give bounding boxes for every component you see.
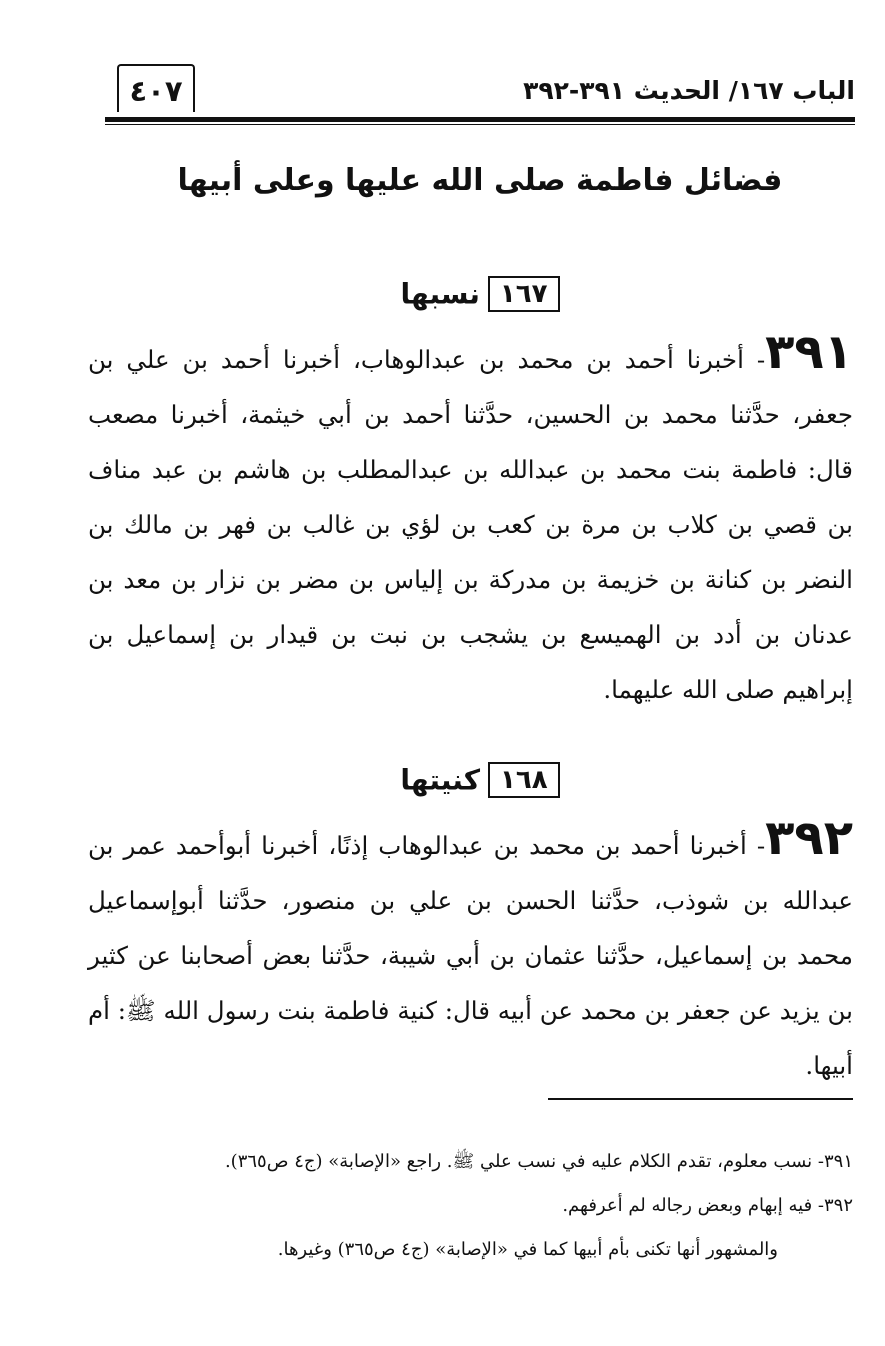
hadith-paragraph — [88, 810, 853, 1093]
hadith-text: - أخبرنا أحمد بن محمد بن عبدالوهاب، أخبرنا أحمد بن علي بن جعفر، حدَّثنا محمد بن الحسين، حدَّثنا أحمد بن أبي خيثمة، أخبرنا مصعب قال: فاطمة بنت محمد بن عبدالله بن عبدالمطلب بن هاشم بن عبد مناف بن قصي بن كلاب بن مرة بن كعب بن لؤي بن غالب بن فهر بن مالك بن النضر بن كنانة بن خزيمة بن مدركة بن إلياس بن مضر بن نزار بن معد بن عدنان بن أدد بن الهميسع بن يشجب بن نبت بن قيدار بن إسماعيل بن إبراهيم صلى الله عليهما. — [88, 345, 853, 704]
footnotes — [120, 1140, 853, 1272]
section-title: فضائل فاطمة صلى الله عليها وعلى أبيها — [177, 163, 783, 198]
footnote-separator — [548, 1098, 853, 1100]
header-rule-thin — [105, 124, 855, 125]
page-number: ٤٠٧ — [117, 64, 195, 112]
page-header — [105, 62, 855, 122]
chapter-name: نسبها — [400, 277, 480, 311]
footnote: ٣٩٢- فيه إبهام وبعض رجاله لم أعرفهم. — [562, 1195, 853, 1216]
running-head: الباب ١٦٧/ الحديث ٣٩١-٣٩٢ — [523, 76, 855, 105]
hadith-number: ٣٩١ — [765, 324, 853, 380]
chapter-number: ١٦٨ — [488, 762, 560, 798]
chapter-number: ١٦٧ — [488, 276, 560, 312]
footnote: ٣٩١- نسب معلوم، تقدم الكلام عليه في نسب علي ﷺ. راجع «الإصابة» (ج٤ ص٣٦٥). — [224, 1151, 853, 1172]
chapter-heading — [105, 276, 855, 312]
hadith-text: - أخبرنا أحمد بن محمد بن عبدالوهاب إذنًا، أخبرنا أبوأحمد عمر بن عبدالله بن شوذب، حدَّثنا الحسن بن علي بن منصور، حدَّثنا أبوإسماعيل محمد بن إسماعيل، حدَّثنا عثمان بن أبي شيبة، حدَّثنا بعض أصحابنا عن كثير بن يزيد عن جعفر بن محمد عن أبيه قال: كنية فاطمة بنت رسول الله ﷺ: أم أبيها. — [88, 831, 853, 1080]
chapter-name: كنيتها — [400, 763, 480, 797]
header-rule — [105, 117, 855, 122]
footnote: والمشهور أنها تكنى بأم أبيها كما في «الإصابة» (ج٤ ص٣٦٥) وغيرها. — [277, 1239, 778, 1260]
hadith-paragraph — [88, 324, 853, 717]
chapter-heading — [105, 762, 855, 798]
hadith-number: ٣٩٢ — [765, 810, 853, 866]
